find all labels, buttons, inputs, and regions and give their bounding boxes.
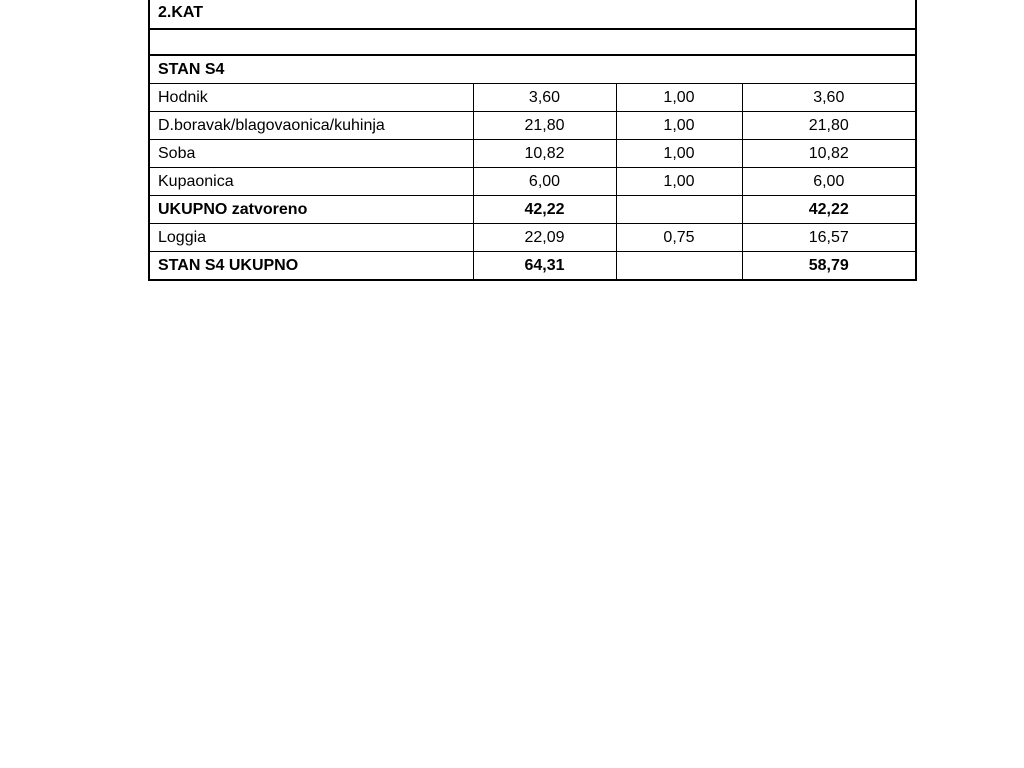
table-row xyxy=(149,84,916,112)
room-name: Loggia xyxy=(149,224,473,252)
floor-label: 2.KAT xyxy=(149,0,916,29)
table-row xyxy=(149,224,916,252)
subtotal-coefficient xyxy=(616,196,742,224)
room-name: Hodnik xyxy=(149,84,473,112)
room-area: 22,09 xyxy=(473,224,616,252)
room-net-area: 6,00 xyxy=(742,168,916,196)
room-net-area: 3,60 xyxy=(742,84,916,112)
table-row xyxy=(149,168,916,196)
total-label: STAN S4 UKUPNO xyxy=(149,252,473,281)
spacer-cell xyxy=(149,29,916,55)
subtotal-net-area: 42,22 xyxy=(742,196,916,224)
subtotal-row xyxy=(149,196,916,224)
total-area: 64,31 xyxy=(473,252,616,281)
room-net-area: 10,82 xyxy=(742,140,916,168)
subtotal-area: 42,22 xyxy=(473,196,616,224)
room-name: Kupaonica xyxy=(149,168,473,196)
table-row xyxy=(149,140,916,168)
subtotal-label: UKUPNO zatvoreno xyxy=(149,196,473,224)
room-area: 3,60 xyxy=(473,84,616,112)
room-coefficient: 1,00 xyxy=(616,168,742,196)
total-row xyxy=(149,252,916,281)
room-net-area: 16,57 xyxy=(742,224,916,252)
room-coefficient: 1,00 xyxy=(616,112,742,140)
total-coefficient xyxy=(616,252,742,281)
spacer-row xyxy=(149,29,916,55)
table-row xyxy=(149,112,916,140)
section-title-row xyxy=(149,55,916,84)
room-area: 10,82 xyxy=(473,140,616,168)
room-area: 6,00 xyxy=(473,168,616,196)
room-coefficient: 0,75 xyxy=(616,224,742,252)
room-name: Soba xyxy=(149,140,473,168)
floor-row xyxy=(149,0,916,29)
area-table xyxy=(148,0,917,281)
room-coefficient: 1,00 xyxy=(616,84,742,112)
section-title: STAN S4 xyxy=(149,55,916,84)
room-coefficient: 1,00 xyxy=(616,140,742,168)
total-net-area: 58,79 xyxy=(742,252,916,281)
room-net-area: 21,80 xyxy=(742,112,916,140)
room-area: 21,80 xyxy=(473,112,616,140)
room-name: D.boravak/blagovaonica/kuhinja xyxy=(149,112,473,140)
